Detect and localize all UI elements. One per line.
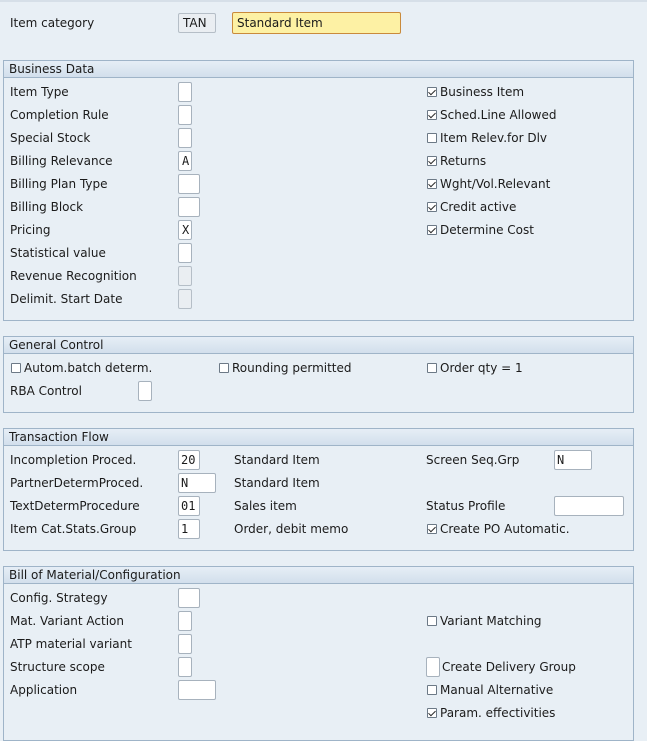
bom-config-title: Bill of Material/Configuration	[4, 567, 633, 584]
item-type-field[interactable]	[178, 82, 192, 102]
completion-rule-label: Completion Rule	[10, 108, 109, 122]
determine-cost-checkbox[interactable]	[427, 225, 437, 235]
revenue-recognition-label: Revenue Recognition	[10, 269, 137, 283]
wght-vol-relevant-checkbox[interactable]	[427, 179, 437, 189]
rounding-permitted-label: Rounding permitted	[232, 361, 352, 375]
text-determ-procedure-label: TextDetermProcedure	[10, 499, 140, 513]
special-stock-field[interactable]	[178, 128, 192, 148]
config-strategy-label: Config. Strategy	[10, 591, 108, 605]
rba-control-field[interactable]	[138, 381, 152, 401]
pricing-label: Pricing	[10, 223, 51, 237]
partner-determ-proced-label: PartnerDetermProced.	[10, 476, 144, 490]
statistical-value-label: Statistical value	[10, 246, 106, 260]
item-relev-for-dlv-label: Item Relev.for Dlv	[440, 131, 548, 145]
billing-plan-type-field[interactable]	[178, 174, 200, 194]
atp-material-variant-field[interactable]	[178, 634, 192, 654]
create-delivery-group-field[interactable]	[426, 657, 440, 677]
sched-line-allowed-label: Sched.Line Allowed	[440, 108, 557, 122]
item-relev-for-dlv-checkbox[interactable]	[427, 133, 437, 143]
credit-active-checkbox[interactable]	[427, 202, 437, 212]
billing-block-label: Billing Block	[10, 200, 84, 214]
text-determ-procedure-field[interactable]: 01	[178, 496, 200, 516]
param-effectivities-checkbox[interactable]	[427, 708, 437, 718]
incompletion-proced-text: Standard Item	[234, 453, 320, 467]
text-determ-procedure-text: Sales item	[234, 499, 297, 513]
item-category-label: Item category	[10, 16, 95, 30]
rba-control-label: RBA Control	[10, 384, 82, 398]
billing-block-field[interactable]	[178, 197, 200, 217]
special-stock-label: Special Stock	[10, 131, 91, 145]
determine-cost-label: Determine Cost	[440, 223, 534, 237]
pricing-field[interactable]: X	[178, 220, 192, 240]
structure-scope-field[interactable]	[178, 657, 192, 677]
business-item-label: Business Item	[440, 85, 525, 99]
returns-checkbox[interactable]	[427, 156, 437, 166]
returns-label: Returns	[440, 154, 487, 168]
application-field[interactable]	[178, 680, 216, 700]
item-cat-stats-group-field[interactable]: 1	[178, 519, 200, 539]
order-qty-1-checkbox[interactable]	[427, 363, 437, 373]
config-strategy-field[interactable]	[178, 588, 200, 608]
business-item-checkbox[interactable]	[427, 87, 437, 97]
order-qty-1-label: Order qty = 1	[440, 361, 523, 375]
mat-variant-action-label: Mat. Variant Action	[10, 614, 124, 628]
manual-alternative-checkbox[interactable]	[427, 685, 437, 695]
billing-plan-type-label: Billing Plan Type	[10, 177, 108, 191]
rounding-permitted-checkbox[interactable]	[219, 363, 229, 373]
create-po-automatic-checkbox[interactable]	[427, 524, 437, 534]
item-cat-stats-group-label: Item Cat.Stats.Group	[10, 522, 137, 536]
partner-determ-proced-text: Standard Item	[234, 476, 320, 490]
wght-vol-relevant-label: Wght/Vol.Relevant	[440, 177, 551, 191]
billing-relevance-label: Billing Relevance	[10, 154, 113, 168]
revenue-recognition-field[interactable]	[178, 266, 192, 286]
item-category-field[interactable]: TAN	[178, 13, 216, 33]
autom-batch-determ-label: Autom.batch determ.	[24, 361, 153, 375]
delimit-start-date-label: Delimit. Start Date	[10, 292, 123, 306]
screen-seq-grp-field[interactable]: N	[554, 450, 592, 470]
statistical-value-field[interactable]	[178, 243, 192, 263]
credit-active-label: Credit active	[440, 200, 517, 214]
sched-line-allowed-checkbox[interactable]	[427, 110, 437, 120]
atp-material-variant-label: ATP material variant	[10, 637, 132, 651]
completion-rule-field[interactable]	[178, 105, 192, 125]
item-category-description-field[interactable]: Standard Item	[232, 12, 401, 34]
billing-relevance-field[interactable]: A	[178, 151, 192, 171]
manual-alternative-label: Manual Alternative	[440, 683, 554, 697]
create-delivery-group-label: Create Delivery Group	[442, 660, 576, 674]
screen-seq-grp-label: Screen Seq.Grp	[426, 453, 520, 467]
delimit-start-date-field[interactable]	[178, 289, 192, 309]
variant-matching-checkbox[interactable]	[427, 616, 437, 626]
top-border	[0, 0, 647, 2]
status-profile-field[interactable]	[554, 496, 624, 516]
incompletion-proced-field[interactable]: 20	[178, 450, 200, 470]
create-po-automatic-label: Create PO Automatic.	[440, 522, 570, 536]
transaction-flow-title: Transaction Flow	[4, 429, 633, 446]
item-type-label: Item Type	[10, 85, 69, 99]
item-cat-stats-group-text: Order, debit memo	[234, 522, 349, 536]
structure-scope-label: Structure scope	[10, 660, 105, 674]
variant-matching-label: Variant Matching	[440, 614, 542, 628]
autom-batch-determ-checkbox[interactable]	[11, 363, 21, 373]
incompletion-proced-label: Incompletion Proced.	[10, 453, 137, 467]
status-profile-label: Status Profile	[426, 499, 506, 513]
general-control-title: General Control	[4, 337, 633, 354]
mat-variant-action-field[interactable]	[178, 611, 192, 631]
partner-determ-proced-field[interactable]: N	[178, 473, 216, 493]
business-data-title: Business Data	[4, 61, 633, 78]
application-label: Application	[10, 683, 78, 697]
param-effectivities-label: Param. effectivities	[440, 706, 556, 720]
